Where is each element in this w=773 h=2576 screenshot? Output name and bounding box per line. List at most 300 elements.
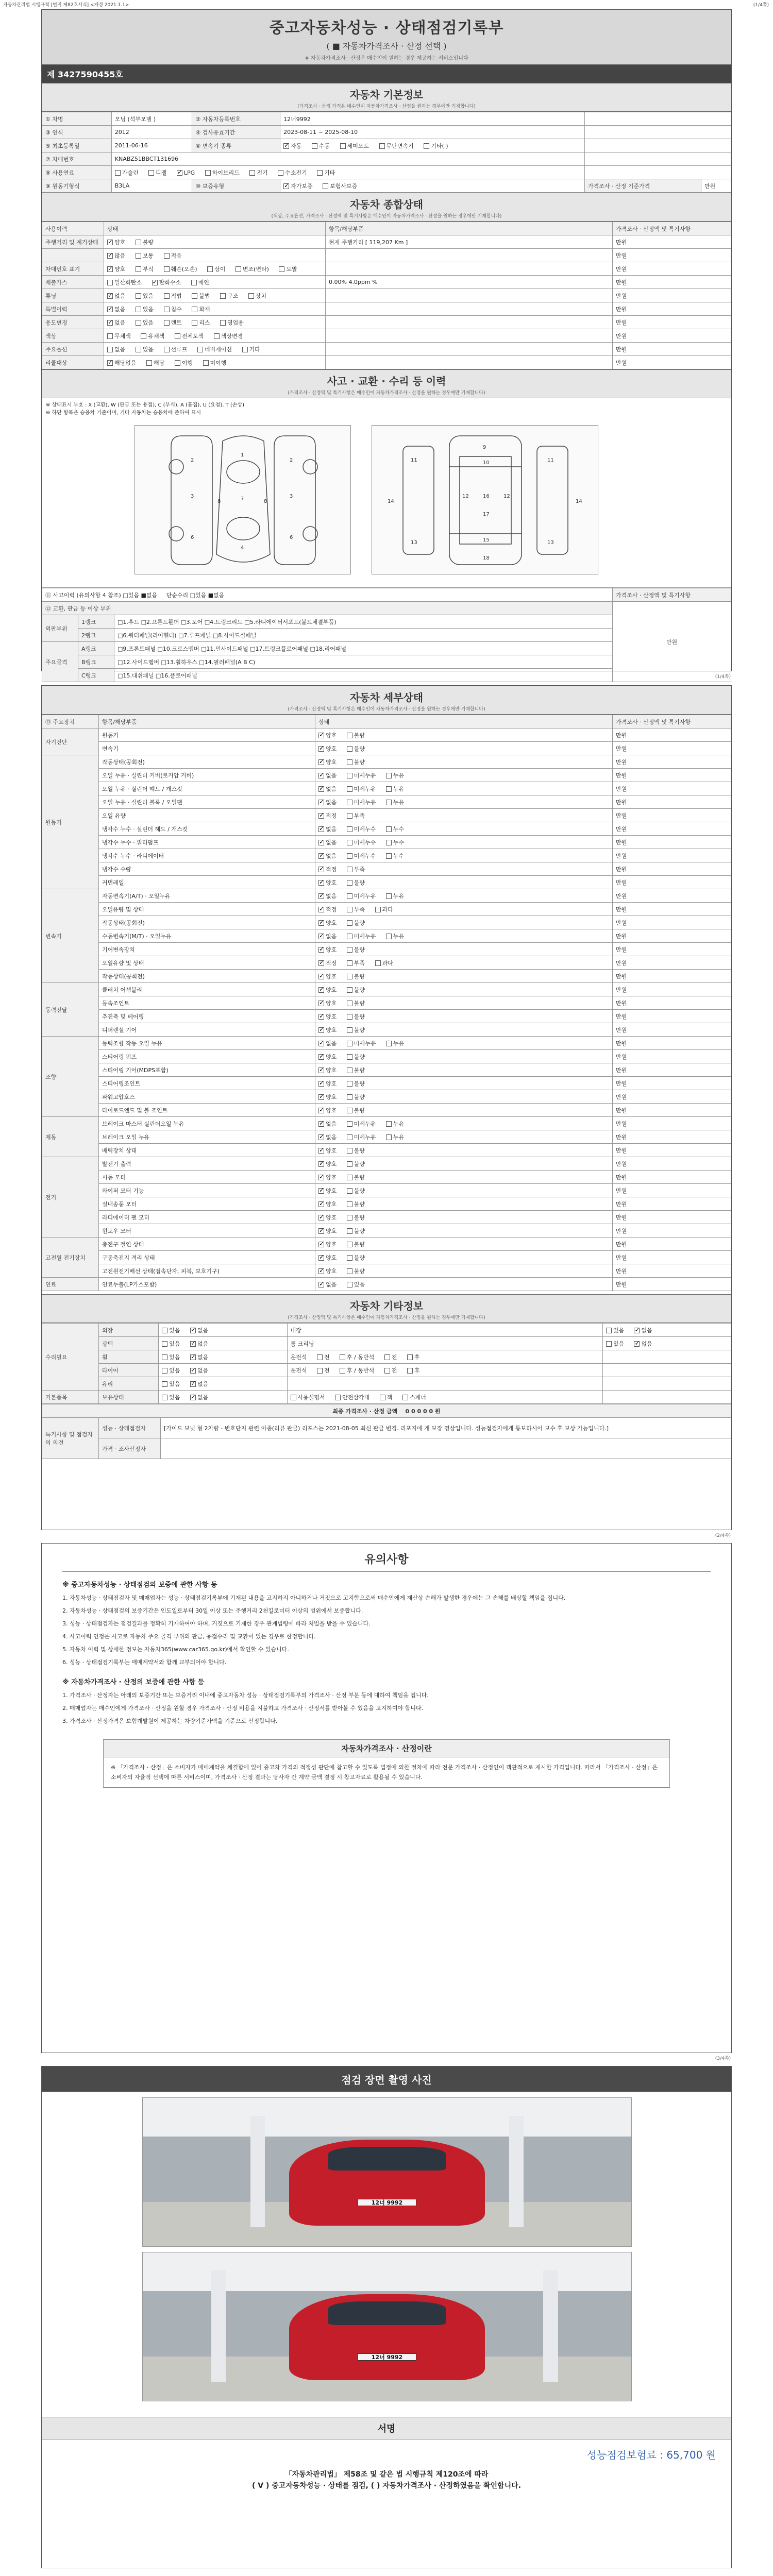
- checkbox-icon: [175, 360, 180, 366]
- detail-price: 만원: [613, 742, 731, 755]
- summary-state-option-2: 침수: [164, 306, 184, 313]
- form-reference: 자동차관리법 시행규칙 [별지 제82호서식] <개정 2021.1.1>: [3, 3, 129, 8]
- others-label-2-option-3: 전: [384, 1367, 399, 1374]
- checkbox-icon: [347, 1027, 352, 1033]
- summary-state-option-3: 리스: [192, 319, 212, 326]
- svg-text:3: 3: [290, 494, 293, 499]
- checkbox-icon: [164, 253, 170, 259]
- detail-item: 타이로드엔드 및 볼 조인트: [99, 1104, 315, 1117]
- checkbox-icon: [347, 880, 352, 886]
- detail-item: 오일 누유 · 실린더 블록 / 오일팬: [99, 795, 315, 809]
- checkbox-icon: [318, 947, 324, 953]
- basic-value-option-1: 디젤: [148, 170, 169, 176]
- summary-state: [104, 302, 326, 316]
- basic-value-2-option-1: 수동: [312, 143, 332, 149]
- detail-state: [315, 1171, 613, 1184]
- detail-state: [315, 1224, 613, 1238]
- summary-item: [42, 249, 104, 262]
- detail-item: 등속조인트: [99, 996, 315, 1010]
- detail-state: [315, 1130, 613, 1144]
- detail-state: [315, 903, 613, 916]
- svg-text:12: 12: [462, 494, 469, 499]
- document-title: 중고자동차성능 · 상태점검기록부: [269, 19, 504, 37]
- detail-row: [42, 1264, 731, 1278]
- checkbox-icon: [107, 280, 113, 285]
- others-label-2-option-2: 후 / 동반석: [340, 1367, 376, 1374]
- checkbox-icon: [283, 183, 289, 189]
- car-frame-diagram: [372, 425, 598, 574]
- detail-row: [42, 1211, 731, 1224]
- summary-price: 만원: [613, 289, 731, 302]
- detail-item: 오일 유량: [99, 809, 315, 822]
- car-exterior-diagram: [135, 425, 351, 574]
- checkbox-icon: [220, 293, 226, 299]
- summary-state-option-2: 매연: [191, 279, 209, 286]
- detail-item: 윈도우 모터: [99, 1224, 315, 1238]
- detail-state-option-0: ✓ 양호: [318, 732, 339, 739]
- checkbox-icon: [318, 773, 324, 778]
- checkbox-icon: [318, 800, 324, 805]
- checkbox-icon: [317, 1354, 323, 1360]
- notice-part1-head: ※ 중고자동차성능 · 상태점검의 보증에 관한 사항 등: [62, 1581, 217, 1589]
- detail-item: 오일 누유 · 실린더 헤드 / 개스킷: [99, 782, 315, 795]
- summary-state-option-1: ✓ 탄화수소: [152, 279, 183, 286]
- detail-state-option-1: 불량: [347, 1174, 365, 1181]
- basic-label-2: ⑥ 변속기 종류: [192, 139, 280, 152]
- accident-title: 사고 · 교환 · 수리 등 이력: [327, 375, 446, 387]
- others-label-2-option-1: 안전삼각대: [335, 1394, 372, 1401]
- detail-state: [315, 849, 613, 862]
- svg-text:13: 13: [547, 540, 554, 546]
- summary-item: 배출가스: [42, 276, 104, 289]
- others-value-option-0: 있음: [162, 1367, 182, 1374]
- checkbox-icon: [347, 1121, 352, 1127]
- detail-row: [42, 1023, 731, 1037]
- checkbox-icon: [407, 1354, 413, 1360]
- rear-plate: 12너 9992: [358, 2353, 416, 2361]
- detail-state: [315, 809, 613, 822]
- checkbox-icon: [606, 1341, 612, 1347]
- detail-state-option-2: 과다: [375, 960, 393, 967]
- summary-state-option-3: 색상변경: [214, 333, 243, 340]
- page-3-number: (3/4쪽): [715, 2056, 731, 2061]
- summary-header: [42, 193, 731, 222]
- others-row: [42, 1324, 731, 1337]
- detail-item: 클러치 어셈블리: [99, 983, 315, 996]
- svg-text:14: 14: [388, 499, 394, 504]
- summary-item: 색상: [42, 329, 104, 343]
- checkbox-icon: [347, 773, 352, 778]
- detail-price: 만원: [613, 809, 731, 822]
- accident-price: 만원: [613, 602, 731, 682]
- checkbox-icon: [278, 170, 283, 176]
- detail-item: 작동상태(공회전): [99, 916, 315, 929]
- detail-price: 만원: [613, 1251, 731, 1264]
- detail-state-option-1: 부족: [347, 812, 365, 819]
- detail-state-option-0: ✓ 양호: [318, 1188, 339, 1194]
- detail-price: 만원: [613, 755, 731, 769]
- final-price-value: 0 0 0 0 0 원: [405, 1408, 441, 1415]
- summary-row: [42, 262, 731, 276]
- svg-text:8: 8: [217, 499, 221, 504]
- detail-price: 만원: [613, 795, 731, 809]
- checkbox-icon: [190, 1381, 196, 1387]
- checkbox-icon: [340, 1354, 345, 1360]
- detail-state-option-1: 불량: [347, 1201, 365, 1208]
- detail-state-option-2: 누유: [386, 799, 404, 806]
- basic-label-2: ④ 검사유효기간: [192, 126, 280, 139]
- detail-state-option-1: 불량: [347, 1214, 365, 1221]
- checkbox-icon: [107, 320, 113, 326]
- checkbox-icon: [386, 786, 392, 792]
- detail-row: [42, 1251, 731, 1264]
- others-value-option-0: 있음: [162, 1381, 182, 1387]
- svg-text:3: 3: [191, 494, 194, 499]
- basic-info-note: (가격조사 · 산정 가격은 매수인이 자동차가격조사 · 산정을 원하는 경우에만 기재합니다): [297, 104, 476, 109]
- summary-state: [104, 356, 326, 369]
- detail-header: [42, 686, 731, 715]
- checkbox-icon: [318, 840, 324, 845]
- detail-state-option-0: ✓ 양호: [318, 745, 339, 752]
- detail-state-option-0: ✓ 양호: [318, 973, 339, 980]
- svg-text:7: 7: [241, 496, 244, 502]
- checkbox-icon: [347, 934, 352, 939]
- notice-part1-list: [62, 1593, 711, 1667]
- detail-row: [42, 916, 731, 929]
- checkbox-icon: [318, 1175, 324, 1180]
- summary-detail: [326, 316, 613, 329]
- others-value-option-1: ✓ 없음: [190, 1394, 208, 1401]
- detail-state-option-0: ✓ 양호: [318, 946, 339, 953]
- detail-row: [42, 956, 731, 970]
- checkbox-icon: [347, 960, 352, 966]
- detail-price: 만원: [613, 1063, 731, 1077]
- checkbox-icon: [318, 826, 324, 832]
- others-value-option-0: 있음: [162, 1354, 182, 1361]
- document-subtitle-note: ※ 자동차가격조사 · 산정은 매수인이 원하는 경우 제공하는 서비스입니다: [305, 56, 468, 61]
- detail-price: 만원: [613, 970, 731, 983]
- basic-value-option-4: 전기: [249, 170, 270, 176]
- checkbox-icon: [347, 733, 352, 738]
- summary-price: 만원: [613, 343, 731, 356]
- accident-history-text: ⑪ 사고이력 (유의사항 4 참조) □있음 ■없음: [45, 591, 158, 599]
- detail-state-option-0: ✓ 양호: [318, 1201, 339, 1208]
- summary-state-option-4: 기타: [242, 346, 260, 353]
- detail-item: 시동 모터: [99, 1171, 315, 1184]
- photos-title: 점검 장면 촬영 사진: [42, 2066, 731, 2092]
- summary-state-option-2: 선루프: [164, 346, 189, 353]
- checkbox-icon: [634, 1328, 640, 1333]
- checkbox-icon: [164, 320, 170, 326]
- summary-detail: [326, 329, 613, 343]
- others-row: [42, 1364, 731, 1377]
- detail-price: 만원: [613, 876, 731, 889]
- summary-row: [42, 356, 731, 369]
- checkbox-icon: [162, 1341, 167, 1347]
- checkbox-icon: [107, 293, 113, 299]
- others-value-2-option-0: 있음: [606, 1327, 626, 1334]
- detail-row: [42, 1224, 731, 1238]
- detail-price: 만원: [613, 1077, 731, 1090]
- basic-value: B3LA: [111, 179, 192, 193]
- summary-row: [42, 343, 731, 356]
- detail-state: [315, 956, 613, 970]
- others-value-2-option-1: ✓ 없음: [634, 1327, 652, 1334]
- detail-state-option-0: ✓ 양호: [318, 1241, 339, 1248]
- summary-item: 차대번호 표기: [42, 262, 104, 276]
- detail-state-option-2: 누수: [386, 826, 404, 833]
- summary-price: 만원: [613, 329, 731, 343]
- checkbox-icon: [347, 1001, 352, 1006]
- detail-state-option-0: ✓ 없음: [318, 839, 339, 846]
- detail-state-option-0: ✓ 없음: [318, 1121, 339, 1127]
- detail-price: 만원: [613, 1130, 731, 1144]
- detail-price: 만원: [613, 916, 731, 929]
- notice-part1-item-1: 2. 자동차성능 · 상태점검의 보증기간은 인도일로부터 30일 이상 또는 주행거리 2천킬로미터 이상의 범위에서 보증합니다.: [62, 1607, 363, 1614]
- detail-item: 냉각수 누수 · 실린더 헤드 / 개스킷: [99, 822, 315, 836]
- accident-table: [42, 588, 731, 682]
- summary-state: [104, 249, 326, 262]
- accident-legend-1: ※ 상태표시 부호 : X (교환), W (판금 또는 용접), C (부식), A (흠집), U (요철), T (손상): [46, 402, 245, 408]
- others-label: 유리: [99, 1377, 159, 1391]
- detail-price: 만원: [613, 1037, 731, 1050]
- detail-state: [315, 889, 613, 903]
- basic-value-option-5: 수소전기: [278, 170, 309, 176]
- final-table: [42, 1404, 731, 1459]
- notice-part2-item-1: 2. 매매업자는 매수인에게 가격조사 · 산정을 원할 경우 가격조사 · 산정 비용을 지불하고 가격조사 · 산정서를 받아볼 수 있음을 고지하여야 합니다.: [62, 1705, 424, 1711]
- checkbox-icon: [386, 773, 392, 778]
- others-label-2: [287, 1377, 602, 1391]
- basic-row: [42, 152, 731, 166]
- detail-state-option-2: 누유: [386, 933, 404, 940]
- detail-group: 제동: [42, 1117, 99, 1157]
- detail-row: [42, 943, 731, 956]
- checkbox-icon: [318, 987, 324, 993]
- detail-state: [315, 1090, 613, 1104]
- frame-label: 주요골격: [42, 642, 78, 682]
- others-value: [159, 1337, 287, 1350]
- svg-text:10: 10: [483, 460, 490, 466]
- checkbox-icon: [205, 170, 211, 176]
- detail-row: [42, 1104, 731, 1117]
- checkbox-icon: [347, 1242, 352, 1247]
- detail-state: [315, 836, 613, 849]
- checkbox-icon: [318, 1094, 324, 1100]
- detail-state-option-0: ✓ 양호: [318, 1054, 339, 1060]
- checkbox-icon: [162, 1395, 167, 1400]
- others-value-option-1: ✓ 없음: [190, 1367, 208, 1374]
- detail-row: [42, 1171, 731, 1184]
- detail-state-option-0: ✓ 양호: [318, 1013, 339, 1020]
- detail-state-option-0: ✓ 양호: [318, 1268, 339, 1275]
- others-value-option-1: ✓ 없음: [190, 1381, 208, 1387]
- detail-row: [42, 1077, 731, 1090]
- checkbox-icon: [107, 253, 113, 259]
- detail-state: [315, 1063, 613, 1077]
- checkbox-icon: [347, 1134, 352, 1140]
- checkbox-icon: [318, 1282, 324, 1287]
- detail-price: 만원: [613, 1184, 731, 1197]
- detail-row: [42, 1050, 731, 1063]
- rank-b-items: □12.사이드멤버 □13.휠하우스 □14.필러패널(A B C): [114, 655, 613, 669]
- checkbox-icon: [318, 1215, 324, 1221]
- detail-state-option-1: 불량: [347, 1147, 365, 1154]
- accident-header: [42, 369, 731, 398]
- checkbox-icon: [347, 947, 352, 953]
- detail-state-option-0: ✓ 양호: [318, 1228, 339, 1234]
- checkbox-icon: [164, 307, 170, 312]
- detail-state-option-1: 미세누수: [347, 853, 378, 859]
- checkbox-icon: [375, 907, 381, 912]
- detail-item: 고전원전기배선 상태(접속단자, 피복, 보호기구): [99, 1264, 315, 1278]
- detail-price: 만원: [613, 943, 731, 956]
- basic-label: ⑦ 차대번호: [42, 152, 112, 166]
- basic-value-2-option-0: ✓ 자동: [283, 143, 304, 149]
- front-plate: 12너 9992: [358, 2199, 416, 2206]
- detail-state-option-2: 누유: [386, 1040, 404, 1047]
- detail-state-option-1: 불량: [347, 973, 365, 980]
- summary-state-option-2: 적음: [164, 252, 182, 259]
- checkbox-icon: [347, 987, 352, 993]
- detail-price: 만원: [613, 822, 731, 836]
- checkbox-icon: [347, 1041, 352, 1046]
- detail-state: [315, 782, 613, 795]
- others-label-2: [287, 1350, 602, 1364]
- checkbox-icon: [347, 1081, 352, 1087]
- detail-price: 만원: [613, 1211, 731, 1224]
- summary-price: 만원: [613, 356, 731, 369]
- detail-row: [42, 795, 731, 809]
- others-value-option-0: 있음: [162, 1327, 182, 1334]
- checkbox-icon: [162, 1328, 167, 1333]
- summary-detail: [326, 356, 613, 369]
- detail-price: 만원: [613, 862, 731, 876]
- svg-text:11: 11: [411, 457, 417, 463]
- basic-filler: [584, 112, 731, 126]
- checkbox-icon: [318, 1188, 324, 1194]
- detail-row: [42, 970, 731, 983]
- detail-title: 자동차 세부상태: [349, 691, 424, 704]
- others-label-2: [287, 1364, 602, 1377]
- detail-row: [42, 1090, 731, 1104]
- summary-state-option-0: ✓ 해당없음: [107, 360, 138, 366]
- car-frame-svg: [372, 426, 599, 575]
- fee-row: [42, 2439, 731, 2469]
- summary-state: [104, 262, 326, 276]
- checkbox-icon: [347, 800, 352, 805]
- detail-state-option-1: 불량: [347, 1013, 365, 1020]
- rank-a-items: □9.프론트패널 □10.크로스멤버 □11.인사이드패널 □17.트렁크플로어패널 □18.리어패널: [114, 642, 613, 655]
- svg-text:12: 12: [503, 494, 510, 499]
- detail-state-option-0: ✓ 적정: [318, 812, 339, 819]
- notice-part1-item-3: 4. 사고이력 인정은 사고로 자동차 주요 골격 부위의 판금, 용접수리 및 교환이 있는 경우로 한정합니다.: [62, 1633, 316, 1640]
- detail-state-option-0: ✓ 양호: [318, 920, 339, 926]
- detail-item: 실내송풍 모터: [99, 1197, 315, 1211]
- summary-row: [42, 316, 731, 329]
- summary-item: 용도변경: [42, 316, 104, 329]
- checkbox-icon: [318, 907, 324, 912]
- detail-state-option-2: 누유: [386, 1121, 404, 1127]
- others-value-2-option-1: ✓ 없음: [634, 1341, 652, 1347]
- summary-state-option-0: ✓ 양호: [107, 239, 127, 246]
- checkbox-icon: [136, 240, 141, 245]
- notice-part1-item-0: 1. 자동차성능 · 상태점검자 및 매매업자는 성능 · 상태점검기록부에 기재된 내용을 고지하지 아니하거나 거짓으로 고지함으로써 매수인에게 재산상 손해가 발생한 경우에는 그 손해를 배상할 책임을 집니다.: [62, 1595, 566, 1601]
- checkbox-icon: [347, 907, 352, 912]
- svg-text:9: 9: [483, 445, 486, 450]
- summary-detail: [326, 249, 613, 262]
- checkbox-icon: [347, 974, 352, 979]
- detail-state: [315, 822, 613, 836]
- basic-value-2: [280, 179, 585, 193]
- checkbox-icon: [279, 266, 284, 272]
- checkbox-icon: [214, 333, 220, 339]
- summary-state-option-1: 유채색: [141, 333, 166, 340]
- basic-value-2: [280, 139, 585, 152]
- svg-text:1: 1: [241, 452, 244, 458]
- summary-state-option-1: 있음: [136, 319, 156, 326]
- checkbox-icon: [318, 1134, 324, 1140]
- detail-state-option-0: ✓ 양호: [318, 1080, 339, 1087]
- checkbox-icon: [190, 1395, 196, 1400]
- detail-state-option-2: 누수: [386, 839, 404, 846]
- notice-part2-item-0: 1. 가격조사 · 산정자는 아래의 보증기간 또는 보증거리 이내에 중고자동차 성능 · 상태점검기록부의 가격조사 · 산정 부분 등에 대하여 책임을 집니다.: [62, 1692, 429, 1699]
- notice-part2-item-2: 3. 가격조사 · 산정가격은 보험개발원이 제공하는 차량기준가액을 기준으로 산정합니다.: [62, 1718, 278, 1724]
- others-value-option-1: ✓ 없음: [190, 1354, 208, 1361]
- detail-item: 작동상태(공회전): [99, 970, 315, 983]
- others-label: 타이어: [99, 1364, 159, 1377]
- detail-price: 만원: [613, 1238, 731, 1251]
- basic-label: ⑧ 사용연료: [42, 166, 112, 179]
- checkbox-icon: [107, 360, 113, 366]
- others-group: 기본품목: [42, 1391, 99, 1404]
- summary-state: [104, 289, 326, 302]
- detail-state-option-0: ✓ 없음: [318, 799, 339, 806]
- summary-row: [42, 329, 731, 343]
- svg-text:8: 8: [264, 499, 267, 504]
- detail-state: [315, 1037, 613, 1050]
- detail-state-option-0: ✓ 없음: [318, 1040, 339, 1047]
- checkbox-icon: [318, 1081, 324, 1087]
- checkbox-icon: [318, 813, 324, 819]
- detail-state: [315, 1251, 613, 1264]
- checkbox-icon: [136, 266, 141, 272]
- basic-filler: [584, 126, 731, 139]
- accident-note: (가격조사 · 산정액 및 특기사항은 매수인이 자동차가격조사 · 산정을 원하는 경우에만 기재합니다): [288, 391, 485, 396]
- basic-label: ⑤ 최초등록일: [42, 139, 112, 152]
- detail-table: [42, 715, 731, 1291]
- detail-item: 오일유량 및 상태: [99, 956, 315, 970]
- detail-state-option-1: 미세누유: [347, 799, 378, 806]
- checkbox-icon: [402, 1395, 408, 1400]
- others-header: [42, 1294, 731, 1323]
- document-number: 제 3427590455호: [42, 65, 731, 83]
- summary-col-detail: 항목/해당부품: [326, 222, 613, 235]
- summary-state-option-1: 있음: [136, 293, 156, 299]
- detail-state: [315, 1197, 613, 1211]
- checkbox-icon: [318, 1201, 324, 1207]
- inspection-photo-rear: [142, 2252, 632, 2401]
- remark-empty: [161, 1438, 731, 1459]
- detail-state-option-1: 불량: [347, 1161, 365, 1167]
- summary-row: [42, 289, 731, 302]
- checkbox-icon: [386, 826, 392, 832]
- basic-value: [111, 166, 584, 179]
- checkbox-icon: [323, 183, 328, 189]
- summary-state-option-1: 부식: [136, 266, 156, 273]
- basic-label: ① 차명: [42, 112, 112, 126]
- others-label-2-option-0: 사용설명서: [291, 1394, 327, 1401]
- detail-item: 원동기: [99, 728, 315, 742]
